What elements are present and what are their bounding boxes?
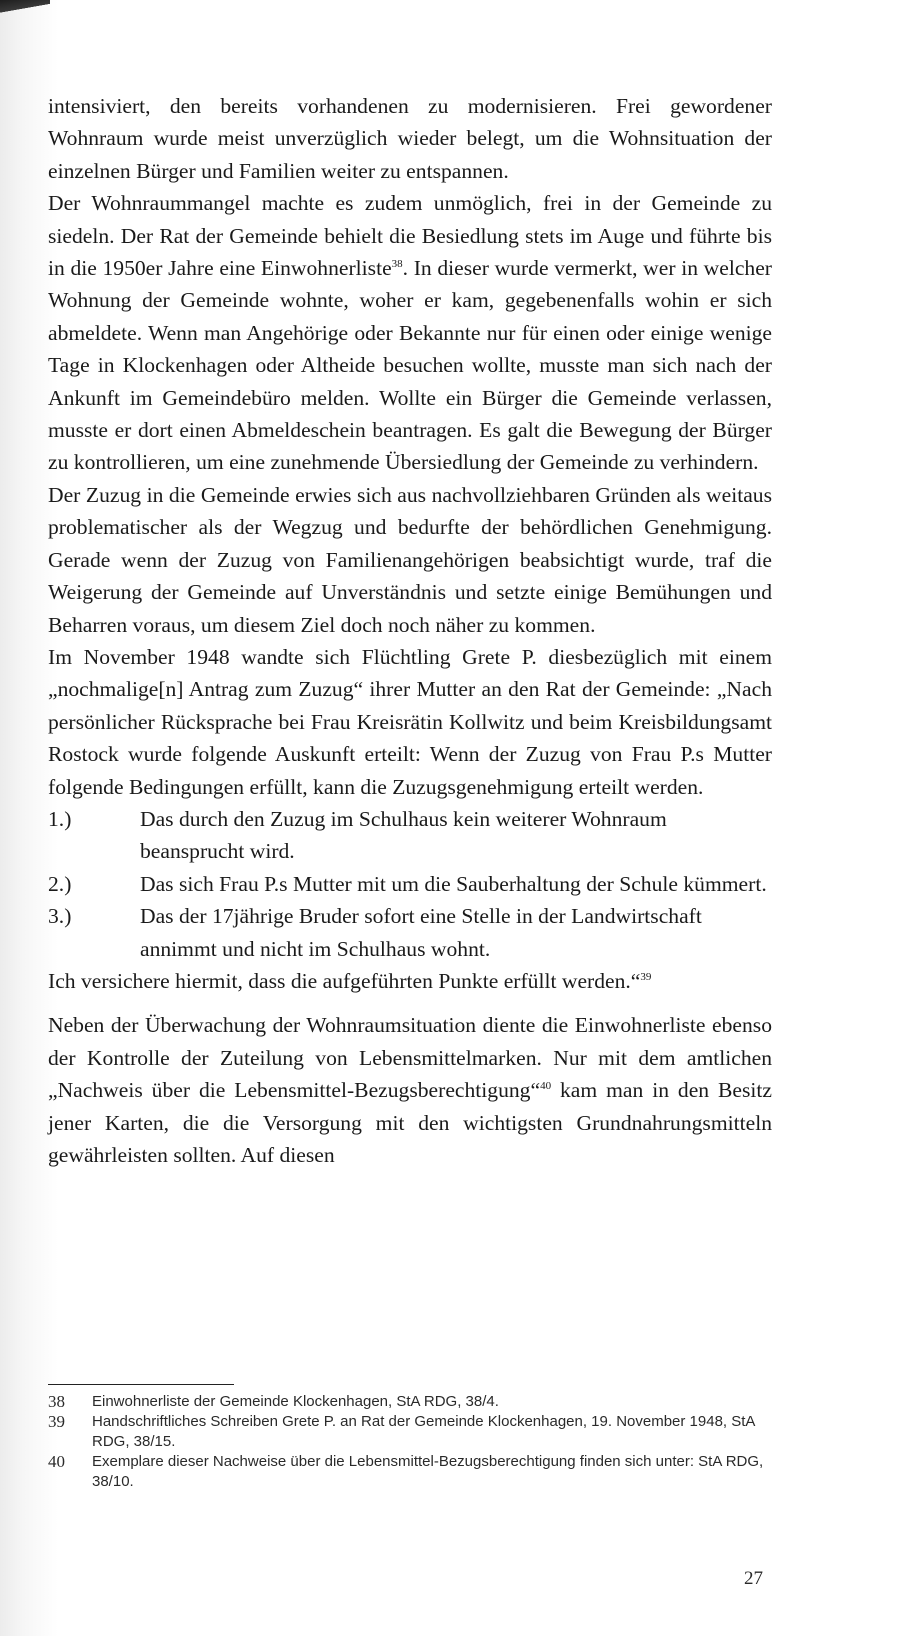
list-item: [48, 868, 772, 900]
paragraph-4: Im November 1948 wandte sich Flüchtling Grete P. diesbezüglich mit einem „nochmalige[n] Antrag zum Zuzug“ ihrer Mutter an den Rat der Gemeinde: „Nach persönlicher Rücksprache bei Frau Kreisrätin Kollwitz und beim Kreisbildungsamt Rostock wurde folgende Auskunft erteilt: Wenn der Zuzug von Frau P.s Mutter folgende Bedingungen erfüllt, kann die Zuzugsgenehmigung erteilt werden.: [48, 644, 772, 799]
footnote-ref-39[interactable]: 39: [640, 970, 652, 983]
footnote-40: [48, 1452, 768, 1492]
paragraph-5: [48, 1009, 772, 1171]
quote-closing: [48, 965, 772, 997]
footnote-text: Einwohnerliste der Gemeinde Klockenhagen, StA RDG, 38/4.: [92, 1393, 499, 1410]
quote-closing-text: Ich versichere hiermit, dass die aufgeführten Punkte erfüllt werden.“: [48, 968, 641, 993]
footnote-38: [48, 1392, 768, 1412]
footnote-text: Handschriftliches Schreiben Grete P. an Rat der Gemeinde Klockenhagen, 19. November 1948, StA RDG, 38/15.: [92, 1413, 755, 1450]
paragraph-2: [48, 187, 772, 479]
page-number: 27: [744, 1568, 763, 1589]
footnote-number: 39: [48, 1412, 65, 1431]
paragraph-2-part-a: Der Wohnraummangel machte es zudem unmöglich, frei in der Gemeinde zu siedeln. Der Rat der Gemeinde behielt die Besiedlung stets im Auge und führte bis in die 1950er Jahre eine Einwohnerliste: [48, 191, 772, 281]
list-item: [48, 803, 772, 868]
scan-corner-mark: [0, 0, 50, 14]
list-item: [48, 900, 772, 965]
footnote-ref-40[interactable]: 40: [540, 1080, 552, 1092]
footnote-39: [48, 1412, 768, 1452]
footnote-text: Exemplare dieser Nachweise über die Lebensmittel-Bezugsberechtigung finden sich unter: StA RDG, 38/10.: [92, 1453, 764, 1490]
list-item-number: 3.): [48, 904, 72, 929]
paragraph-5-part-b: kam man in den Besitz jener Karten, die die Versorgung mit den wichtigsten Grundnahrungsmitteln gewährleisten sollten. Auf diesen: [48, 1078, 772, 1167]
list-item-number: 2.): [48, 871, 72, 896]
paragraph-2-part-b: . In dieser wurde vermerkt, wer in welcher Wohnung der Gemeinde wohnte, woher er kam, gegebenenfalls wohin er sich abmeldete. Wenn man Angehörige oder Bekannte nur für einen oder einige wenige Tage in Klockenhagen oder Altheide besuchen wollte, musste man sich nach der Ankunft im Gemeindebüro melden. Wollte ein Bürger die Gemeinde verlassen, musste er dort einen Abmeldeschein beantragen. Es galt die Bewegung der Bürger zu kontrollieren, um eine zunehmende Übersiedlung der Gemeinde zu verhindern.: [48, 256, 772, 475]
paragraph-3: Der Zuzug in die Gemeinde erwies sich aus nachvollziehbaren Gründen als weitaus problematischer als der Wegzug und bedurfte der behördlichen Genehmigung. Gerade wenn der Zuzug von Familienangehörigen beabsichtigt wurde, traf die Weigerung der Gemeinde auf Unverständnis und setzte einige Bemühungen und Beharren voraus, um diesem Ziel doch noch näher zu kommen.: [48, 482, 772, 637]
list-item-text: Das durch den Zuzug im Schulhaus kein weiterer Wohnraum beansprucht wird.: [140, 806, 667, 864]
paragraph-5-part-a: Neben der Überwachung der Wohnraumsituation diente die Einwohnerliste ebenso der Kontrolle der Zuteilung von Lebensmittelmarken. Nur mit dem amtlichen „Nachweis über die Lebensmittel-Bezugsberechtigung“: [48, 1013, 772, 1103]
footnotes: [48, 1392, 768, 1492]
footnote-number: 38: [48, 1392, 65, 1411]
body-text: [48, 90, 772, 1171]
footnote-number: 40: [48, 1452, 65, 1471]
paragraph-1: intensiviert, den bereits vorhandenen zu modernisieren. Frei gewordener Wohnraum wurde meist unverzüglich wieder belegt, um die Wohnsituation der einzelnen Bürger und Familien weiter zu entspannen.: [48, 94, 772, 183]
footnote-ref-38[interactable]: 38: [391, 257, 403, 270]
conditions-list: [48, 803, 772, 965]
list-item-number: 1.): [48, 806, 72, 831]
footnote-divider: [48, 1384, 234, 1385]
list-item-text: Das der 17jährige Bruder sofort eine Stelle in der Landwirtschaft annimmt und nicht im Schulhaus wohnt.: [140, 904, 702, 961]
list-item-text: Das sich Frau P.s Mutter mit um die Sauberhaltung der Schule kümmert.: [140, 871, 767, 896]
